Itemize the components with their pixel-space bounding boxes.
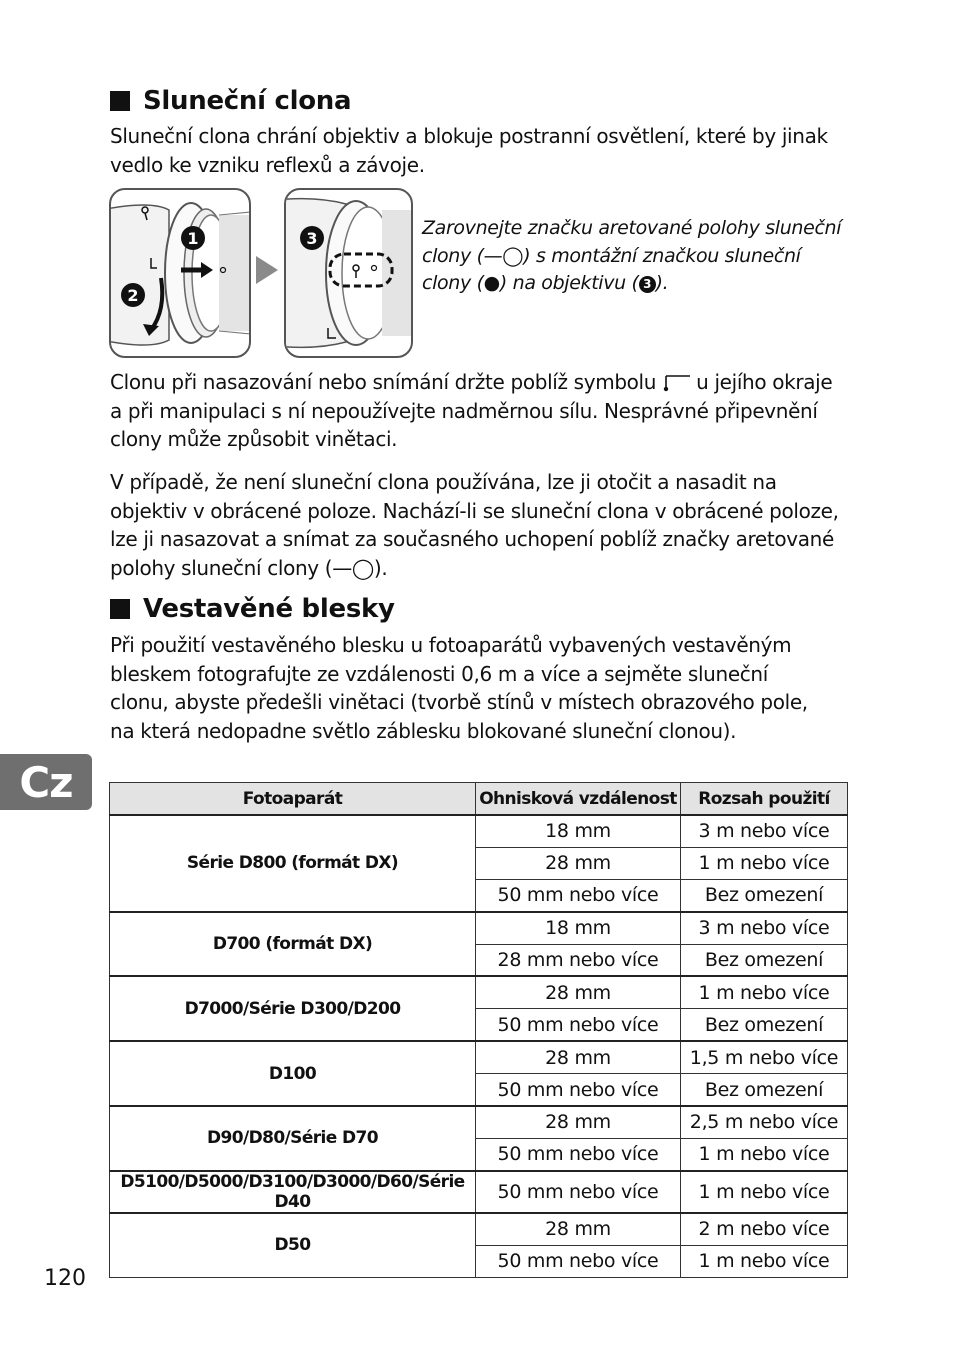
intro-paragraph: Sluneční clona chrání objektiv a blokuje postranní osvětlení, které by jinak vedlo ke vzniku reflexů a závoje.	[110, 124, 828, 177]
usage-range: 1 m nebo více	[681, 1171, 848, 1213]
focal-length: 50 mm nebo více	[476, 1138, 681, 1170]
focal-length: 28 mm nebo více	[476, 944, 681, 976]
focal-length: 18 mm	[476, 912, 681, 944]
caption-text: ).	[655, 272, 669, 294]
table-group-d50	[110, 1213, 848, 1277]
step-3-number: 3	[306, 229, 318, 248]
camera-model: D5100/D5000/D3100/D3000/D60/Série D40	[110, 1171, 476, 1213]
usage-range: Bez omezení	[681, 879, 848, 911]
header-range: Rozsah použití	[681, 783, 848, 816]
flash-compatibility-table	[109, 782, 848, 1278]
focal-length: 18 mm	[476, 815, 681, 847]
illustration-step-1-2	[109, 188, 251, 358]
step-1-number: 1	[187, 229, 199, 248]
table-row	[110, 1171, 848, 1213]
square-bullet-icon	[110, 91, 130, 111]
usage-range: Bez omezení	[681, 1009, 848, 1041]
caption-text: ) na objektivu (	[499, 272, 639, 294]
focal-length: 50 mm nebo více	[476, 879, 681, 911]
focal-length: 28 mm	[476, 1213, 681, 1245]
caption-text: ) s montážní značkou sluneční clony (	[422, 244, 801, 294]
focal-length: 28 mm	[476, 1041, 681, 1073]
table-group-d5100	[110, 1171, 848, 1213]
arrow-right-icon	[256, 256, 278, 284]
table-group-d800	[110, 815, 848, 912]
focal-length: 28 mm	[476, 847, 681, 879]
camera-model: D100	[110, 1041, 476, 1106]
usage-range: 1 m nebo více	[681, 1245, 848, 1277]
usage-range: Bez omezení	[681, 1074, 848, 1106]
focal-length: 50 mm nebo více	[476, 1245, 681, 1277]
focal-length: 50 mm nebo více	[476, 1074, 681, 1106]
table-header-row	[110, 783, 848, 816]
usage-range: 3 m nebo více	[681, 815, 848, 847]
step-3-badge: 3	[639, 276, 656, 293]
header-focal-length: Ohnisková vzdálenost	[476, 783, 681, 816]
focal-length: 50 mm nebo více	[476, 1171, 681, 1213]
mounting-dot-mark: ●	[483, 272, 500, 294]
table-row	[110, 1041, 848, 1073]
header-camera: Fotoaparát	[110, 783, 476, 816]
table-group-d90	[110, 1106, 848, 1171]
section-heading-lens-hood	[110, 86, 351, 116]
usage-range: 1 m nebo více	[681, 1138, 848, 1170]
step-2-number: 2	[127, 286, 139, 305]
handling-paragraph	[110, 368, 850, 454]
section-title: Vestavěné blesky	[143, 594, 395, 624]
table-row	[110, 1106, 848, 1138]
camera-model: D700 (formát DX)	[110, 912, 476, 977]
paragraph-text: Clonu při nasazování nebo snímání držte poblíž symbolu	[110, 370, 663, 394]
paragraph-text: u jejího okraje a při manipulaci s ní nepoužívejte nadměrnou sílu. Nesprávné připevnění clony může způsobit vinětaci.	[110, 370, 833, 452]
illustration-step-3	[284, 188, 413, 358]
grip-symbol-icon	[662, 374, 690, 392]
reverse-mount-paragraph: V případě, že není sluneční clona používána, lze ji otočit a nasadit na objektiv v obrácené poloze. Nachází-li se sluneční clona v obrácené poloze, lze ji nasazovat a snímat za současného uchopení poblíž značky aretované polohy sluneční clony (—◯).	[110, 470, 839, 581]
table-group-d700	[110, 912, 848, 977]
usage-range: 1 m nebo více	[681, 976, 848, 1008]
page-number: 120	[44, 1266, 86, 1291]
square-bullet-icon	[110, 599, 130, 619]
focal-length: 28 mm	[476, 976, 681, 1008]
usage-range: 2 m nebo více	[681, 1213, 848, 1245]
table-group-d7000	[110, 976, 848, 1041]
camera-model: Série D800 (formát DX)	[110, 815, 476, 912]
usage-range: 1,5 m nebo více	[681, 1041, 848, 1073]
table-row	[110, 1213, 848, 1245]
table-row	[110, 912, 848, 944]
usage-range: 3 m nebo více	[681, 912, 848, 944]
lock-position-mark: —◯	[483, 244, 524, 267]
section-heading-built-in-flash	[110, 594, 395, 624]
usage-range: 2,5 m nebo více	[681, 1106, 848, 1138]
usage-range: Bez omezení	[681, 944, 848, 976]
illustration-caption	[422, 215, 842, 298]
flash-paragraph: Při použití vestavěného blesku u fotoaparátů vybavených vestavěným bleskem fotografujte ze vzdálenosti 0,6 m a více a sejměte sluneční clonu, abyste předešli vinětaci (tvorbě stínů v místech obrazového pole, na která nedopadne světlo záblesku blokované sluneční clonou).	[110, 633, 808, 744]
caption-text: Zarovnejte značku aretované polohy sluneční clony (	[422, 217, 842, 267]
focal-length: 28 mm	[476, 1106, 681, 1138]
camera-model: D90/D80/Série D70	[110, 1106, 476, 1171]
table-group-d100	[110, 1041, 848, 1106]
language-tab: Cz	[0, 754, 92, 810]
section-title: Sluneční clona	[143, 86, 352, 116]
usage-range: 1 m nebo více	[681, 847, 848, 879]
table-row	[110, 976, 848, 1008]
table-row	[110, 815, 848, 847]
camera-model: D7000/Série D300/D200	[110, 976, 476, 1041]
camera-model: D50	[110, 1213, 476, 1277]
focal-length: 50 mm nebo více	[476, 1009, 681, 1041]
